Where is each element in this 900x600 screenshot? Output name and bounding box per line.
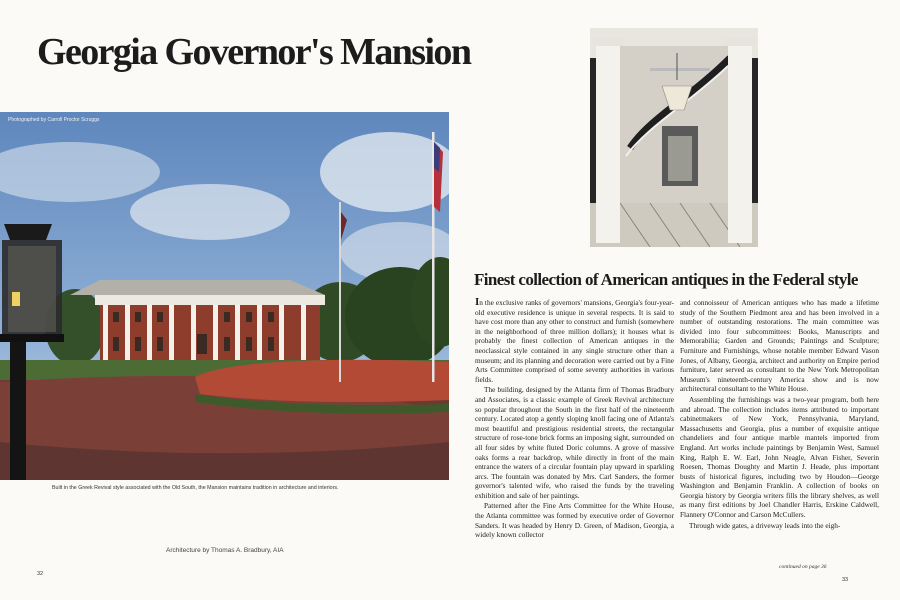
paragraph: Patterned after the Fine Arts Committee for the White House, the Atlanta committee was formed by executive order of Governor Sanders. It was headed by Henry D. Green, of Madison, Georgia, a widely known collector	[475, 501, 674, 540]
paragraph: In the exclusive ranks of governors' mansions, Georgia's four-year-old executive residence is unique in several respects. It is said to have cost more than any other to construct and furnish (somewhere in the neighborhood of three million dollars); it houses what is probably the finest collection of American antiques in the neoclassical style contained in any single structure other than a museum; and its planning and decoration were carried out by a Fine Arts Committee comprised of some seventy authorities in various fields.	[475, 298, 674, 384]
interior-column	[596, 43, 620, 243]
photo-caption: Built in the Greek Revival style associated with the Old South, the Mansion maintains tradition in architecture and interiors.	[52, 485, 339, 491]
mansion-facade	[100, 305, 320, 360]
paragraph: Through wide gates, a driveway leads into the eigh-	[689, 520, 841, 530]
mansion-roof	[70, 280, 325, 295]
paragraph: Assembling the furnishings was a two-year program, both here and abroad. The collection includes items attributed to important cabinetmakers of New York, Pennsylvania, Maryland, Massachusetts and Georgia, plus a number of exquisite antique chandeliers and four antique marble mantels imported from England. Art works include paintings by Benjamin West, Samuel King, Ralph E. W. Earl, John Neagle, Alvan Fisher, Severin Roesen, Thomas Doughty and Martin J. Heade, plus important busts of historical figures, including two by Houdon—George Washington and Benjamin Franklin. A collection of books on Georgia history by Georgia writers fills the library shelves, as well as many first editions by Joel Chandler Harris, Erskine Caldwell, Flannery O'Connor and Carson McCullers.	[680, 394, 879, 520]
article-subtitle: Finest collection of American antiques in the Federal style	[474, 270, 858, 289]
mansion-interior-photo	[590, 28, 758, 247]
article-column-left	[475, 298, 674, 576]
interior-column	[728, 43, 752, 243]
article-column-right	[680, 298, 879, 576]
page-title: Georgia Governor's Mansion	[37, 31, 471, 73]
drop-cap: I	[475, 298, 480, 308]
architect-credit: Architecture by Thomas A. Bradbury, AIA	[166, 547, 284, 554]
page-number-right: 33	[842, 577, 849, 583]
page-number-left: 32	[37, 571, 44, 577]
continued-note: continued on page 36	[779, 564, 827, 570]
paragraph: The building, designed by the Atlanta firm of Thomas Bradbury and Associates, is a classic example of Greek Revival architecture so popular throughout the South in the first half of the nineteenth century. Located atop a gently sloping knoll facing one of Atlanta's most beautiful and prestigious residential streets, the rectangular structure of rose-tone brick forms an imposing sight, surrounded on all four sides by white fluted Doric columns. A grove of massive oaks forms a rear backdrop, while directly in front of the main entrance the waters of a circular fountain play upward in sparkling arcs. The fountain was donated by Mrs. Carl Sanders, the former governor's talented wife, who raised the funds by the traveling exhibition and sale of her paintings.	[475, 385, 674, 500]
paragraph: and connoisseur of American antiques who has made a lifetime study of the Southern Piedmont area and has been involved in a number of outstanding restorations. The main committee was divided into four subcommittees: Books, Manuscripts and Memorabilia; Garden and Grounds; Paintings and Sculpture; Furniture and Furnishings, whose notable member Edward Vason Jones, of Albany, Georgia, architect and authority on Empire period furniture, later served as consultant to the New York Metropolitan Museum's nineteenth-century America show and is now architectural consultant to the White House.	[680, 298, 879, 394]
mansion-exterior-photo	[0, 112, 449, 480]
lamp-flame	[12, 292, 20, 306]
lamp-post	[10, 342, 26, 480]
photo-credit: Photographed by Carroll Proctor Scruggs	[8, 117, 100, 123]
flagpole	[339, 202, 341, 382]
